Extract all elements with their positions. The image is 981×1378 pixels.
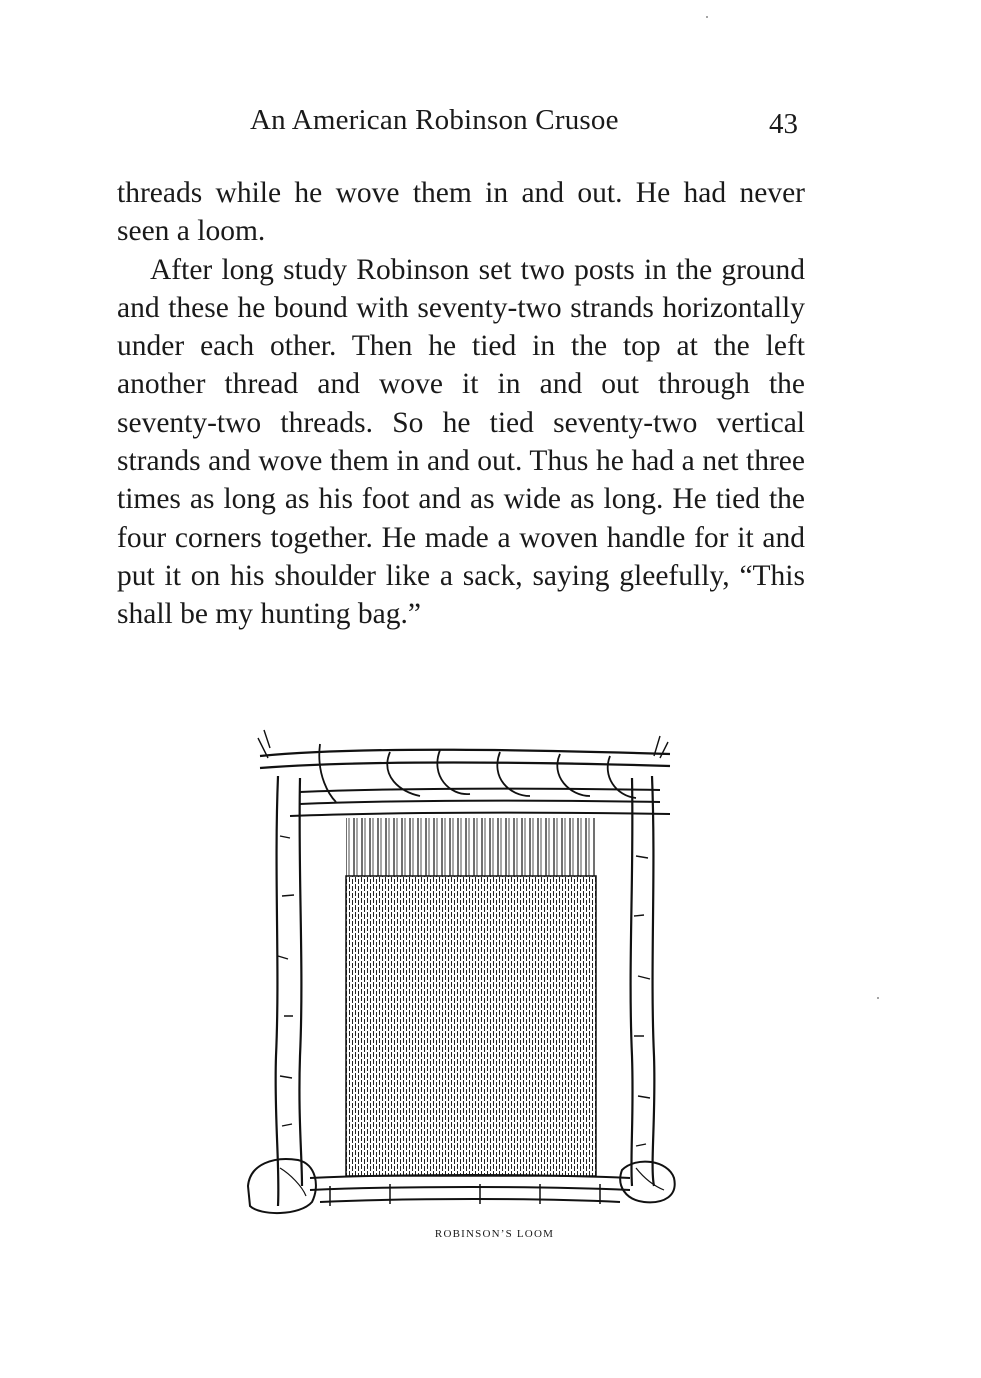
paragraph-loom: After long study Robinson set two posts in the ground and these he bound with seventy-two strands horizontally under each other. Then he tied in the top at the left another thread and wove it in and out through the seventy-two threads. So he tied seventy-two vertical strands and wove them in and out. Thus he had a net three times as long as his foot and as wide as long. He tied the four corners together. He made a woven handle for it and put it on his shoulder like a sack, saying gleefully, “This shall be my hunting bag.” <box>117 253 805 631</box>
page-number: 43 <box>769 108 798 140</box>
woven-cloth <box>346 876 596 1176</box>
running-title: An American Robinson Crusoe <box>250 104 619 136</box>
left-post <box>276 776 279 1206</box>
right-stone <box>620 1162 674 1203</box>
top-bar <box>260 750 670 756</box>
body-text <box>117 174 805 634</box>
scan-speck <box>877 997 879 999</box>
loom-illustration <box>240 716 680 1226</box>
paragraph-continuation: threads while he wove them in and out. He had never seen a loom. <box>117 177 805 248</box>
figure-caption: ROBINSON’S LOOM <box>434 1228 555 1240</box>
running-header <box>0 104 981 144</box>
left-stone <box>248 1159 316 1213</box>
right-post <box>652 776 654 1186</box>
scan-speck <box>706 16 708 18</box>
warp-threads <box>346 818 596 876</box>
